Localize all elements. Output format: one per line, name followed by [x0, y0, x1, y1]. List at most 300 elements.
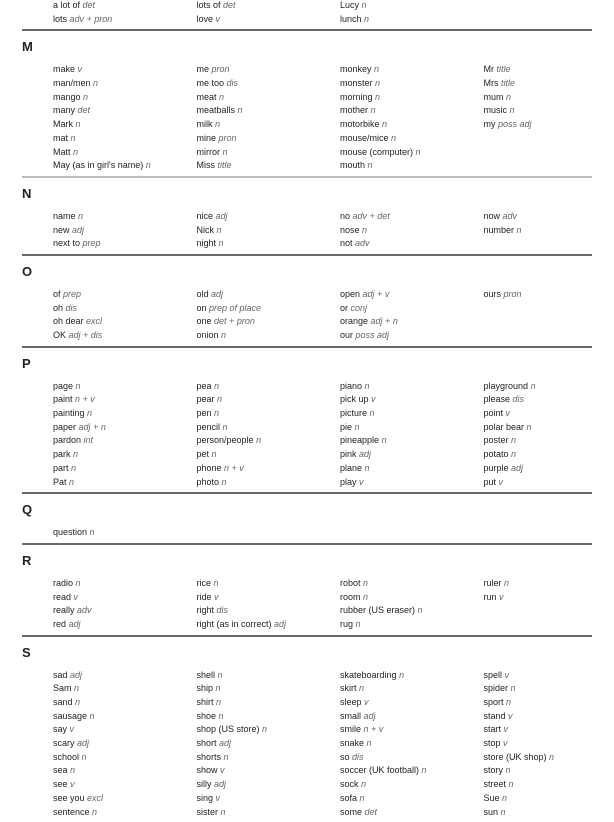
word: picture	[340, 408, 367, 418]
word: OK	[53, 330, 66, 340]
section-letter: R	[22, 553, 592, 569]
word-entry	[484, 421, 614, 435]
word-entry	[340, 792, 484, 806]
part-of-speech: n	[509, 779, 514, 789]
word-column	[53, 577, 197, 632]
word-column	[197, 210, 341, 251]
section-letter: Q	[22, 502, 592, 518]
word: mango	[53, 92, 81, 102]
word-entry	[340, 778, 484, 792]
part-of-speech: n	[359, 683, 364, 693]
word-columns	[22, 577, 592, 632]
word: music	[484, 105, 508, 115]
word-entry	[53, 288, 197, 302]
word-entry	[484, 696, 614, 710]
section-p	[22, 346, 592, 493]
part-of-speech: n	[391, 133, 396, 143]
word: spell	[484, 670, 503, 680]
word: mouth	[340, 160, 365, 170]
word-entry	[53, 751, 197, 765]
word-column	[484, 210, 614, 251]
part-of-speech: n	[92, 807, 97, 817]
part-of-speech: n	[216, 697, 221, 707]
word-column	[197, 669, 341, 820]
word: sentence	[53, 807, 90, 817]
word: old	[197, 289, 209, 299]
part-of-speech: v	[364, 697, 369, 707]
word-column	[484, 63, 614, 173]
word: ruler	[484, 578, 502, 588]
word: sausage	[53, 711, 87, 721]
word: not	[340, 238, 353, 248]
word: smile	[340, 724, 361, 734]
part-of-speech: v	[70, 724, 75, 734]
word-entry	[53, 393, 197, 407]
part-of-speech: n	[506, 697, 511, 707]
word: right (as in correct)	[197, 619, 272, 629]
word: nice	[197, 211, 214, 221]
word-column	[484, 288, 614, 343]
part-of-speech: det	[78, 105, 91, 115]
word-entry	[484, 91, 614, 105]
part-of-speech: n	[222, 477, 227, 487]
word-columns	[22, 63, 592, 173]
word-entry	[340, 13, 484, 27]
part-of-speech: title	[218, 160, 232, 170]
part-of-speech: adj	[214, 779, 226, 789]
part-of-speech: adj	[216, 211, 228, 221]
word-entry	[197, 604, 341, 618]
part-of-speech: n	[90, 711, 95, 721]
word: Mr	[484, 64, 495, 74]
word-entry	[484, 118, 614, 132]
word: pardon	[53, 435, 81, 445]
word-entry	[340, 104, 484, 118]
word: meat	[197, 92, 217, 102]
word: sand	[53, 697, 73, 707]
word-entry	[340, 591, 484, 605]
word: orange	[340, 316, 368, 326]
word-entry	[340, 63, 484, 77]
word-entry	[197, 723, 341, 737]
word-entry	[340, 0, 484, 13]
word: some	[340, 807, 362, 817]
part-of-speech: excl	[86, 316, 102, 326]
word: plane	[340, 463, 362, 473]
word-column	[197, 380, 341, 490]
word-columns	[22, 380, 592, 490]
word: please	[484, 394, 511, 404]
word-entry	[53, 63, 197, 77]
word-entry	[53, 577, 197, 591]
word: Lucy	[340, 0, 359, 10]
word: ours	[484, 289, 502, 299]
word-entry	[484, 682, 614, 696]
word: or	[340, 303, 348, 313]
word-entry	[197, 577, 341, 591]
word-entry	[484, 778, 614, 792]
word: me too	[197, 78, 225, 88]
word-entry	[197, 0, 341, 13]
part-of-speech: n	[510, 105, 515, 115]
word: phone	[197, 463, 222, 473]
word: Miss	[197, 160, 216, 170]
word-entry	[197, 591, 341, 605]
part-of-speech: n	[76, 119, 81, 129]
word: Pat	[53, 477, 67, 487]
word: small	[340, 711, 361, 721]
word-entry	[340, 210, 484, 224]
word-entry	[53, 792, 197, 806]
part-of-speech: n	[217, 394, 222, 404]
word-entry	[53, 591, 197, 605]
word-entry	[340, 696, 484, 710]
part-of-speech: n	[355, 422, 360, 432]
part-of-speech: n	[361, 779, 366, 789]
word: scary	[53, 738, 75, 748]
part-of-speech: n	[362, 0, 367, 10]
part-of-speech: adj	[211, 289, 223, 299]
word: red	[53, 619, 66, 629]
word: spider	[484, 683, 509, 693]
part-of-speech: adj + dis	[69, 330, 103, 340]
word-entry	[53, 604, 197, 618]
word: piano	[340, 381, 362, 391]
word: mine	[197, 133, 217, 143]
word: show	[197, 765, 218, 775]
word-entry	[53, 806, 197, 820]
word-entry	[197, 288, 341, 302]
part-of-speech: n	[219, 238, 224, 248]
part-of-speech: n + v	[75, 394, 95, 404]
word-entry	[197, 13, 341, 27]
word-entry	[484, 764, 614, 778]
part-of-speech: n	[506, 765, 511, 775]
word: lots	[53, 14, 67, 24]
section-letter: O	[22, 264, 592, 280]
part-of-speech: adv	[355, 238, 370, 248]
part-of-speech: n	[214, 381, 219, 391]
part-of-speech: adj + n	[371, 316, 398, 326]
word-entry	[340, 448, 484, 462]
part-of-speech: v	[499, 592, 504, 602]
part-of-speech: n + v	[224, 463, 244, 473]
word-column	[340, 380, 484, 490]
word-entry	[53, 146, 197, 160]
word-entry	[340, 159, 484, 173]
word: silly	[197, 779, 212, 789]
part-of-speech: v	[214, 592, 219, 602]
word: meatballs	[197, 105, 236, 115]
word-entry	[484, 462, 614, 476]
word: of	[53, 289, 61, 299]
word-entry	[197, 104, 341, 118]
part-of-speech: n	[399, 670, 404, 680]
word: paper	[53, 422, 76, 432]
part-of-speech: n	[93, 78, 98, 88]
word-entry	[53, 764, 197, 778]
part-of-speech: det	[223, 0, 236, 10]
word-entry	[53, 682, 197, 696]
part-of-speech: int	[84, 435, 94, 445]
word-entry	[484, 577, 614, 591]
word: purple	[484, 463, 509, 473]
part-of-speech: n	[221, 807, 226, 817]
word-entry	[53, 224, 197, 238]
word-entry	[340, 288, 484, 302]
word-entry	[197, 448, 341, 462]
word-entry	[197, 407, 341, 421]
word: potato	[484, 449, 509, 459]
part-of-speech: n	[382, 435, 387, 445]
part-of-speech: title	[497, 64, 511, 74]
word: now	[484, 211, 501, 221]
word-entry	[340, 146, 484, 160]
word: snake	[340, 738, 364, 748]
word: say	[53, 724, 67, 734]
word-entry	[197, 682, 341, 696]
part-of-speech: n	[511, 449, 516, 459]
word-entry	[53, 723, 197, 737]
word-column	[484, 577, 614, 632]
word-entry	[197, 710, 341, 724]
word: Mark	[53, 119, 73, 129]
word-entry	[484, 224, 614, 238]
word: Mrs	[484, 78, 499, 88]
word-entry	[197, 77, 341, 91]
part-of-speech: adv + pron	[70, 14, 113, 24]
part-of-speech: n	[70, 765, 75, 775]
part-of-speech: n	[367, 738, 372, 748]
part-of-speech: n	[224, 752, 229, 762]
word: playground	[484, 381, 529, 391]
word-entry	[484, 380, 614, 394]
word-columns	[22, 669, 592, 820]
section-n	[22, 176, 592, 254]
part-of-speech: n	[90, 527, 95, 537]
word: morning	[340, 92, 373, 102]
word-entry	[484, 77, 614, 91]
section-q	[22, 492, 592, 543]
part-of-speech: n	[511, 683, 516, 693]
word-column	[340, 0, 484, 26]
section-letter: S	[22, 645, 592, 661]
word: ride	[197, 592, 212, 602]
word-entry	[340, 764, 484, 778]
word-entry	[53, 462, 197, 476]
word-entry	[197, 778, 341, 792]
part-of-speech: adj	[219, 738, 231, 748]
part-of-speech: v	[499, 477, 504, 487]
word-entry	[197, 696, 341, 710]
word-entry	[484, 104, 614, 118]
part-of-speech: poss adj	[356, 330, 390, 340]
word: one	[197, 316, 212, 326]
part-of-speech: n	[422, 765, 427, 775]
part-of-speech: v	[220, 765, 225, 775]
word: no	[340, 211, 350, 221]
word: sofa	[340, 793, 357, 803]
part-of-speech: n	[212, 449, 217, 459]
part-of-speech: title	[501, 78, 515, 88]
word-columns	[22, 0, 592, 26]
word-entry	[197, 764, 341, 778]
word: polar bear	[484, 422, 525, 432]
word-entry	[53, 448, 197, 462]
word-entry	[484, 210, 614, 224]
part-of-speech: v	[216, 793, 221, 803]
word: mouse/mice	[340, 133, 389, 143]
part-of-speech: v	[506, 408, 511, 418]
word-entry	[484, 806, 614, 820]
word-entry	[484, 288, 614, 302]
word-entry	[340, 237, 484, 251]
word-entry	[53, 407, 197, 421]
part-of-speech: adj	[364, 711, 376, 721]
word: mat	[53, 133, 68, 143]
word: school	[53, 752, 79, 762]
word: on	[197, 303, 207, 313]
section-r	[22, 543, 592, 635]
word: mum	[484, 92, 504, 102]
part-of-speech: n	[74, 683, 79, 693]
part-of-speech: n	[73, 449, 78, 459]
word: sleep	[340, 697, 362, 707]
word: Nick	[197, 225, 215, 235]
part-of-speech: n	[223, 422, 228, 432]
section-m	[22, 29, 592, 176]
word-entry	[53, 302, 197, 316]
word: pink	[340, 449, 357, 459]
word-column	[340, 669, 484, 820]
word: new	[53, 225, 70, 235]
word: monkey	[340, 64, 372, 74]
word: night	[197, 238, 217, 248]
word-entry	[197, 315, 341, 329]
word-entry	[484, 448, 614, 462]
part-of-speech: adj	[359, 449, 371, 459]
word: stand	[484, 711, 506, 721]
word-entry	[53, 118, 197, 132]
word-entry	[340, 723, 484, 737]
part-of-speech: n	[83, 92, 88, 102]
part-of-speech: n	[75, 697, 80, 707]
word-entry	[53, 380, 197, 394]
word: monster	[340, 78, 373, 88]
word: pencil	[197, 422, 221, 432]
word-entry	[340, 91, 484, 105]
part-of-speech: n	[382, 119, 387, 129]
word: sun	[484, 807, 499, 817]
word-entry	[197, 132, 341, 146]
part-of-speech: n	[549, 752, 554, 762]
word-entry	[484, 751, 614, 765]
word-entry	[484, 407, 614, 421]
part-of-speech: n	[363, 592, 368, 602]
part-of-speech: v	[505, 670, 510, 680]
word: mouse (computer)	[340, 147, 413, 157]
word-entry	[340, 407, 484, 421]
word: page	[53, 381, 73, 391]
part-of-speech: adv	[503, 211, 518, 221]
part-of-speech: pron	[504, 289, 522, 299]
word: street	[484, 779, 507, 789]
word-column	[484, 526, 614, 540]
word-column	[53, 0, 197, 26]
word-entry	[340, 224, 484, 238]
word: pineapple	[340, 435, 379, 445]
word: motorbike	[340, 119, 380, 129]
word-entry	[197, 669, 341, 683]
part-of-speech: n	[504, 578, 509, 588]
part-of-speech: pron	[219, 133, 237, 143]
word: run	[484, 592, 497, 602]
word-entry	[340, 380, 484, 394]
word-entry	[197, 329, 341, 343]
word: right	[197, 605, 215, 615]
word-column	[53, 288, 197, 343]
word-column	[340, 526, 484, 540]
word: part	[53, 463, 69, 473]
word: radio	[53, 578, 73, 588]
part-of-speech: det	[365, 807, 378, 817]
word-column	[197, 577, 341, 632]
section-continued	[22, 0, 592, 29]
part-of-speech: dis	[66, 303, 78, 313]
part-of-speech: n	[527, 422, 532, 432]
word-entry	[340, 315, 484, 329]
part-of-speech: n	[375, 78, 380, 88]
word-entry	[53, 669, 197, 683]
word-column	[484, 380, 614, 490]
word: my	[484, 119, 496, 129]
word-column	[197, 63, 341, 173]
word-entry	[197, 421, 341, 435]
word-column	[340, 210, 484, 251]
part-of-speech: prep of place	[209, 303, 261, 313]
part-of-speech: n	[256, 435, 261, 445]
word: love	[197, 14, 214, 24]
word: so	[340, 752, 350, 762]
word: oh dear	[53, 316, 84, 326]
part-of-speech: n	[360, 793, 365, 803]
word-entry	[53, 778, 197, 792]
word: sport	[484, 697, 504, 707]
word: our	[340, 330, 353, 340]
word: milk	[197, 119, 213, 129]
word: soccer (UK football)	[340, 765, 419, 775]
word: paint	[53, 394, 73, 404]
word-entry	[484, 737, 614, 751]
word-entry	[484, 792, 614, 806]
word-entry	[340, 737, 484, 751]
word: skateboarding	[340, 670, 397, 680]
word: shirt	[197, 697, 214, 707]
part-of-speech: n	[217, 225, 222, 235]
part-of-speech: n	[76, 381, 81, 391]
word-entry	[340, 476, 484, 490]
word: store (UK shop)	[484, 752, 547, 762]
part-of-speech: n	[73, 147, 78, 157]
word-entry	[340, 604, 484, 618]
word: onion	[197, 330, 219, 340]
part-of-speech: n	[517, 225, 522, 235]
word: pie	[340, 422, 352, 432]
word-entry	[53, 526, 197, 540]
word-entry	[53, 91, 197, 105]
part-of-speech: n	[365, 463, 370, 473]
part-of-speech: n	[214, 578, 219, 588]
